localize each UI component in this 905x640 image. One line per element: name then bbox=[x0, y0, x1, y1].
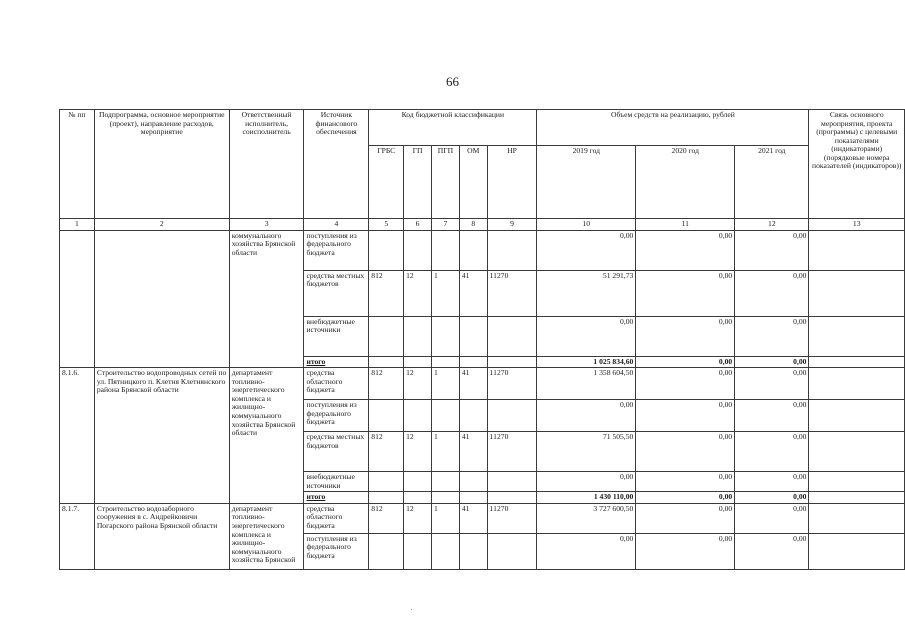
amount-y2020: 0,00 bbox=[636, 270, 735, 316]
header-pgp: ПГП bbox=[431, 146, 459, 219]
code-gp bbox=[404, 230, 432, 270]
code-om bbox=[459, 400, 487, 432]
code-om: 41 bbox=[459, 432, 487, 472]
code-pgp bbox=[431, 230, 459, 270]
header-source: Источник финансового обеспечения bbox=[304, 110, 369, 219]
header-program: Подпрограмма, основное мероприятие (проект), направление расходов, мероприятие bbox=[94, 110, 229, 219]
indicator-link bbox=[809, 533, 905, 569]
column-number: 2 bbox=[94, 219, 229, 231]
amount-y2021: 0,00 bbox=[735, 230, 809, 270]
amount-y2021: 0,00 bbox=[735, 472, 809, 492]
header-responsible: Ответственный исполнитель, соисполнитель bbox=[229, 110, 304, 219]
funding-source: средства областного бюджета bbox=[304, 503, 369, 533]
amount-y2019: 51 291,73 bbox=[537, 270, 636, 316]
amount-y2020: 0,00 bbox=[636, 230, 735, 270]
code-om: 41 bbox=[459, 503, 487, 533]
code-grbs bbox=[369, 533, 404, 569]
amount-y2019: 0,00 bbox=[537, 316, 636, 356]
column-number: 3 bbox=[229, 219, 304, 231]
funding-source: внебюджетные источники bbox=[304, 472, 369, 492]
code-pgp bbox=[431, 316, 459, 356]
row-number: 8.1.6. bbox=[60, 368, 95, 504]
column-number: 4 bbox=[304, 219, 369, 231]
amount-y2020: 0,00 bbox=[636, 492, 735, 504]
code-grbs bbox=[369, 230, 404, 270]
code-pgp bbox=[431, 492, 459, 504]
header-2019: 2019 год bbox=[537, 146, 636, 219]
funding-source: поступления из федерального бюджета bbox=[304, 533, 369, 569]
amount-y2019: 0,00 bbox=[537, 230, 636, 270]
code-np bbox=[487, 472, 537, 492]
code-gp: 12 bbox=[404, 432, 432, 472]
code-pgp: 1 bbox=[431, 503, 459, 533]
funding-source: средства местных бюджетов bbox=[304, 432, 369, 472]
code-np bbox=[487, 533, 537, 569]
amount-y2021: 0,00 bbox=[735, 356, 809, 368]
code-pgp bbox=[431, 472, 459, 492]
code-pgp: 1 bbox=[431, 368, 459, 400]
code-pgp: 1 bbox=[431, 432, 459, 472]
code-gp bbox=[404, 400, 432, 432]
funding-source: поступления из федерального бюджета bbox=[304, 400, 369, 432]
table-row bbox=[60, 368, 905, 400]
amount-y2020: 0,00 bbox=[636, 316, 735, 356]
code-pgp: 1 bbox=[431, 270, 459, 316]
code-gp bbox=[404, 316, 432, 356]
indicator-link bbox=[809, 356, 905, 368]
amount-y2020: 0,00 bbox=[636, 356, 735, 368]
code-om bbox=[459, 472, 487, 492]
amount-y2019: 3 727 600,50 bbox=[537, 503, 636, 533]
header-link: Связь основного мероприятия, проекта (программы) с целевыми показателями (индикаторами) (порядковые номера показателей (индикаторов)) bbox=[809, 110, 905, 219]
scan-speck bbox=[411, 609, 412, 610]
column-number: 1 bbox=[60, 219, 95, 231]
total-label: итого bbox=[304, 492, 369, 504]
code-gp: 12 bbox=[404, 503, 432, 533]
column-number: 13 bbox=[809, 219, 905, 231]
budget-table bbox=[59, 109, 905, 570]
header-no: № пп bbox=[60, 110, 95, 219]
amount-y2021: 0,00 bbox=[735, 533, 809, 569]
code-np bbox=[487, 316, 537, 356]
header-om: ОМ bbox=[459, 146, 487, 219]
code-np bbox=[487, 356, 537, 368]
code-om bbox=[459, 356, 487, 368]
indicator-link bbox=[809, 368, 905, 400]
header-grbs: ГРБС bbox=[369, 146, 404, 219]
column-numbers-row bbox=[60, 219, 905, 231]
indicator-link bbox=[809, 492, 905, 504]
amount-y2020: 0,00 bbox=[636, 400, 735, 432]
header-np: НР bbox=[487, 146, 537, 219]
column-number: 7 bbox=[431, 219, 459, 231]
indicator-link bbox=[809, 316, 905, 356]
amount-y2019: 1 025 834,60 bbox=[537, 356, 636, 368]
amount-y2021: 0,00 bbox=[735, 400, 809, 432]
amount-y2021: 0,00 bbox=[735, 432, 809, 472]
row-number bbox=[60, 230, 95, 368]
column-number: 12 bbox=[735, 219, 809, 231]
column-number: 9 bbox=[487, 219, 537, 231]
amount-y2021: 0,00 bbox=[735, 503, 809, 533]
column-number: 5 bbox=[369, 219, 404, 231]
funding-source: внебюджетные источники bbox=[304, 316, 369, 356]
code-om: 41 bbox=[459, 368, 487, 400]
code-pgp bbox=[431, 533, 459, 569]
code-np bbox=[487, 492, 537, 504]
code-grbs: 812 bbox=[369, 503, 404, 533]
code-grbs bbox=[369, 472, 404, 492]
code-gp: 12 bbox=[404, 368, 432, 400]
code-gp bbox=[404, 492, 432, 504]
code-om bbox=[459, 230, 487, 270]
amount-y2019: 1 358 604,50 bbox=[537, 368, 636, 400]
amount-y2019: 0,00 bbox=[537, 472, 636, 492]
code-np: 11270 bbox=[487, 270, 537, 316]
funding-source: средства местных бюджетов bbox=[304, 270, 369, 316]
code-gp bbox=[404, 533, 432, 569]
header-bcc: Код бюджетной классификации bbox=[369, 110, 537, 146]
code-grbs bbox=[369, 316, 404, 356]
column-number: 8 bbox=[459, 219, 487, 231]
header-gp: ГП bbox=[404, 146, 432, 219]
code-np: 11270 bbox=[487, 432, 537, 472]
code-grbs bbox=[369, 356, 404, 368]
code-grbs: 812 bbox=[369, 270, 404, 316]
code-pgp bbox=[431, 356, 459, 368]
amount-y2020: 0,00 bbox=[636, 368, 735, 400]
amount-y2021: 0,00 bbox=[735, 492, 809, 504]
responsible-executor: коммунального хозяйства Брянской области bbox=[229, 230, 304, 368]
amount-y2021: 0,00 bbox=[735, 270, 809, 316]
indicator-link bbox=[809, 432, 905, 472]
amount-y2020: 0,00 bbox=[636, 432, 735, 472]
column-number: 10 bbox=[537, 219, 636, 231]
amount-y2019: 0,00 bbox=[537, 400, 636, 432]
amount-y2021: 0,00 bbox=[735, 368, 809, 400]
page-number: 66 bbox=[446, 74, 459, 89]
indicator-link bbox=[809, 230, 905, 270]
amount-y2020: 0,00 bbox=[636, 472, 735, 492]
amount-y2020: 0,00 bbox=[636, 503, 735, 533]
table-row bbox=[60, 503, 905, 533]
responsible-executor: департамент топливно-энергетического комплекса и жилищно-коммунального хозяйства Брянской области bbox=[229, 368, 304, 504]
code-grbs bbox=[369, 492, 404, 504]
amount-y2019: 71 505,50 bbox=[537, 432, 636, 472]
funding-source: поступления из федерального бюджета bbox=[304, 230, 369, 270]
code-om: 41 bbox=[459, 270, 487, 316]
code-grbs: 812 bbox=[369, 432, 404, 472]
header-amount: Объем средств на реализацию, рублей bbox=[537, 110, 809, 146]
header-row-1 bbox=[60, 110, 905, 146]
program-name: Строительство водозаборного сооружения в с. Андрейковичи Погарского района Брянской области bbox=[94, 503, 229, 569]
row-number: 8.1.7. bbox=[60, 503, 95, 569]
column-number: 11 bbox=[636, 219, 735, 231]
code-om bbox=[459, 492, 487, 504]
program-name bbox=[94, 230, 229, 368]
column-number: 6 bbox=[404, 219, 432, 231]
indicator-link bbox=[809, 400, 905, 432]
program-name: Строительство водопроводных сетей по ул. Пятницкого п. Клетня Клетнянского района Брянской области bbox=[94, 368, 229, 504]
code-pgp bbox=[431, 400, 459, 432]
code-grbs bbox=[369, 400, 404, 432]
amount-y2019: 1 430 110,00 bbox=[537, 492, 636, 504]
amount-y2021: 0,00 bbox=[735, 316, 809, 356]
code-gp bbox=[404, 356, 432, 368]
amount-y2019: 0,00 bbox=[537, 533, 636, 569]
code-np bbox=[487, 230, 537, 270]
indicator-link bbox=[809, 270, 905, 316]
amount-y2020: 0,00 bbox=[636, 533, 735, 569]
indicator-link bbox=[809, 472, 905, 492]
code-np bbox=[487, 400, 537, 432]
code-gp bbox=[404, 472, 432, 492]
code-grbs: 812 bbox=[369, 368, 404, 400]
table-row bbox=[60, 230, 905, 270]
indicator-link bbox=[809, 503, 905, 533]
code-np: 11270 bbox=[487, 368, 537, 400]
responsible-executor: департамент топливно-энергетического комплекса и жилищно-коммунального хозяйства Брянской bbox=[229, 503, 304, 569]
code-gp: 12 bbox=[404, 270, 432, 316]
funding-source: средства областного бюджета bbox=[304, 368, 369, 400]
code-om bbox=[459, 533, 487, 569]
header-2020: 2020 год bbox=[636, 146, 735, 219]
total-label: итого bbox=[304, 356, 369, 368]
header-2021: 2021 год bbox=[735, 146, 809, 219]
code-np: 11270 bbox=[487, 503, 537, 533]
code-om bbox=[459, 316, 487, 356]
